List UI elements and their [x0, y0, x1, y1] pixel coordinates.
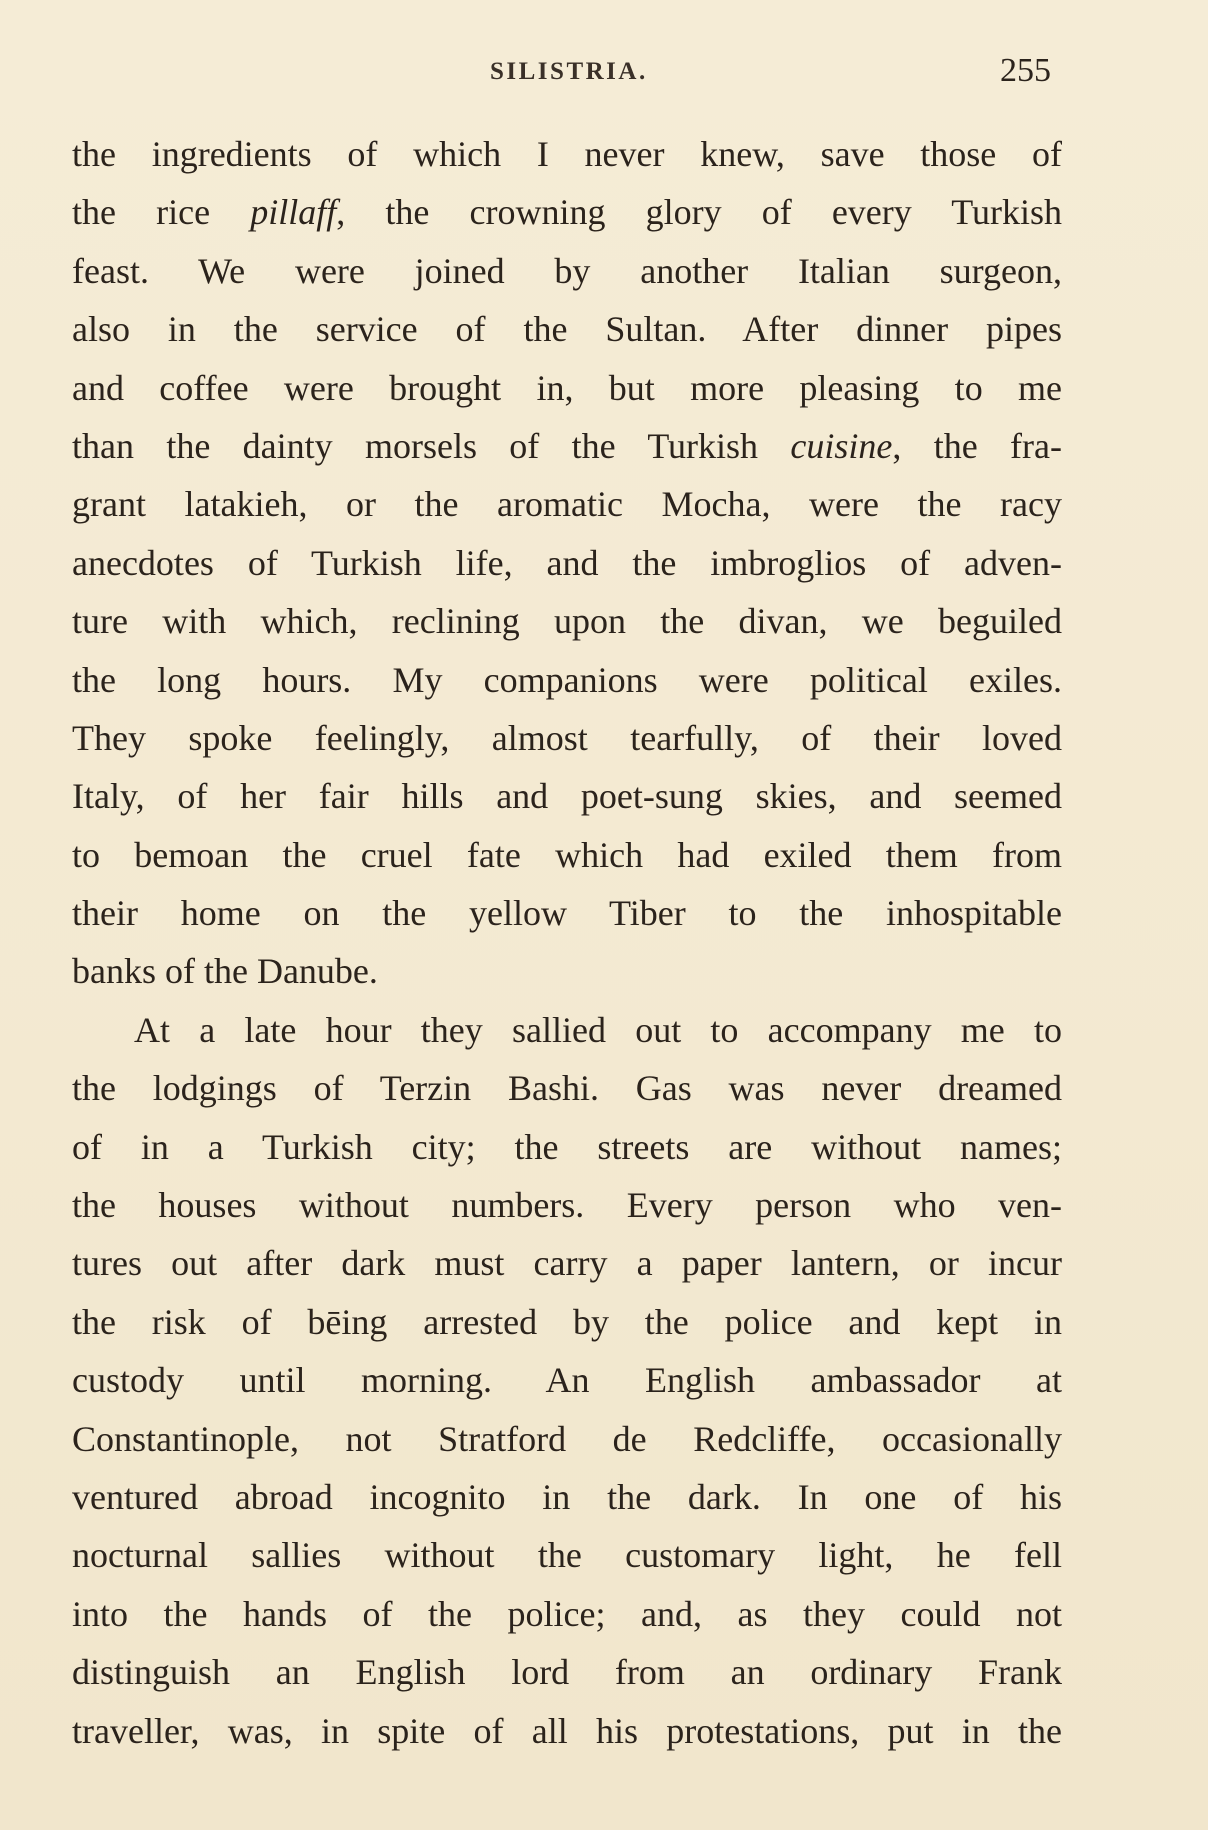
text-line: and coffee were brought in, but more pleasing to me [72, 367, 1062, 408]
text-line: anecdotes of Turkish life, and the imbroglios of adven- [72, 542, 1062, 583]
text-line: the long hours. My companions were political exiles. [72, 659, 1062, 700]
text-line: They spoke feelingly, almost tearfully, of their loved [72, 717, 1062, 758]
text-line: At a late hour they sallied out to accompany me to [134, 1009, 1062, 1050]
text-segment: the rice [72, 192, 251, 233]
text-line: traveller, was, in spite of all his protestations, put in the [72, 1710, 1062, 1751]
text-line [72, 183, 1062, 241]
text-segment: than the dainty morsels of the Turkish [72, 425, 791, 466]
text-line: to bemoan the cruel fate which had exiled them from [72, 834, 1062, 875]
text-segment: , the crowning glory of every Turkish [336, 192, 1062, 233]
text-line: the lodgings of Terzin Bashi. Gas was never dreamed [72, 1068, 1062, 1109]
text-line: feast. We were joined by another Italian surgeon, [72, 250, 1062, 291]
body-text [72, 125, 1062, 1760]
text-segment: , the fra- [892, 425, 1062, 466]
text-line: also in the service of the Sultan. After dinner pipes [72, 309, 1062, 350]
text-line: custody until morning. An English ambassador at [72, 1360, 1062, 1401]
text-line: their home on the yellow Tiber to the inhospitable [72, 893, 1062, 934]
text-line: ventured abroad incognito in the dark. In one of his [72, 1476, 1062, 1517]
text-line: distinguish an English lord from an ordinary Frank [72, 1652, 1062, 1693]
italic-term: pillaff [250, 192, 337, 233]
text-line: grant latakieh, or the aromatic Mocha, were the racy [72, 484, 1062, 525]
text-line: ture with which, reclining upon the divan, we beguiled [72, 601, 1062, 642]
text-line: banks of the Danube. [72, 951, 378, 992]
text-line: Constantinople, not Stratford de Redcliffe, occasionally [72, 1418, 1062, 1459]
page-number: 255 [1000, 52, 1051, 89]
text-line: the houses without numbers. Every person who ven- [72, 1185, 1062, 1226]
running-head [0, 52, 1208, 102]
italic-term: cuisine [790, 425, 893, 466]
text-line: of in a Turkish city; the streets are without names; [72, 1126, 1062, 1167]
text-line: Italy, of her fair hills and poet-sung skies, and seemed [72, 776, 1062, 817]
running-title: SILISTRIA. [490, 58, 648, 85]
text-line [72, 417, 1062, 475]
text-line: into the hands of the police; and, as they could not [72, 1593, 1062, 1634]
text-line: tures out after dark must carry a paper lantern, or incur [72, 1243, 1062, 1284]
text-line: nocturnal sallies without the customary light, he fell [72, 1535, 1062, 1576]
text-line: the ingredients of which I never knew, save those of [72, 134, 1062, 174]
text-line: the risk of bēing arrested by the police and kept in [72, 1301, 1062, 1342]
